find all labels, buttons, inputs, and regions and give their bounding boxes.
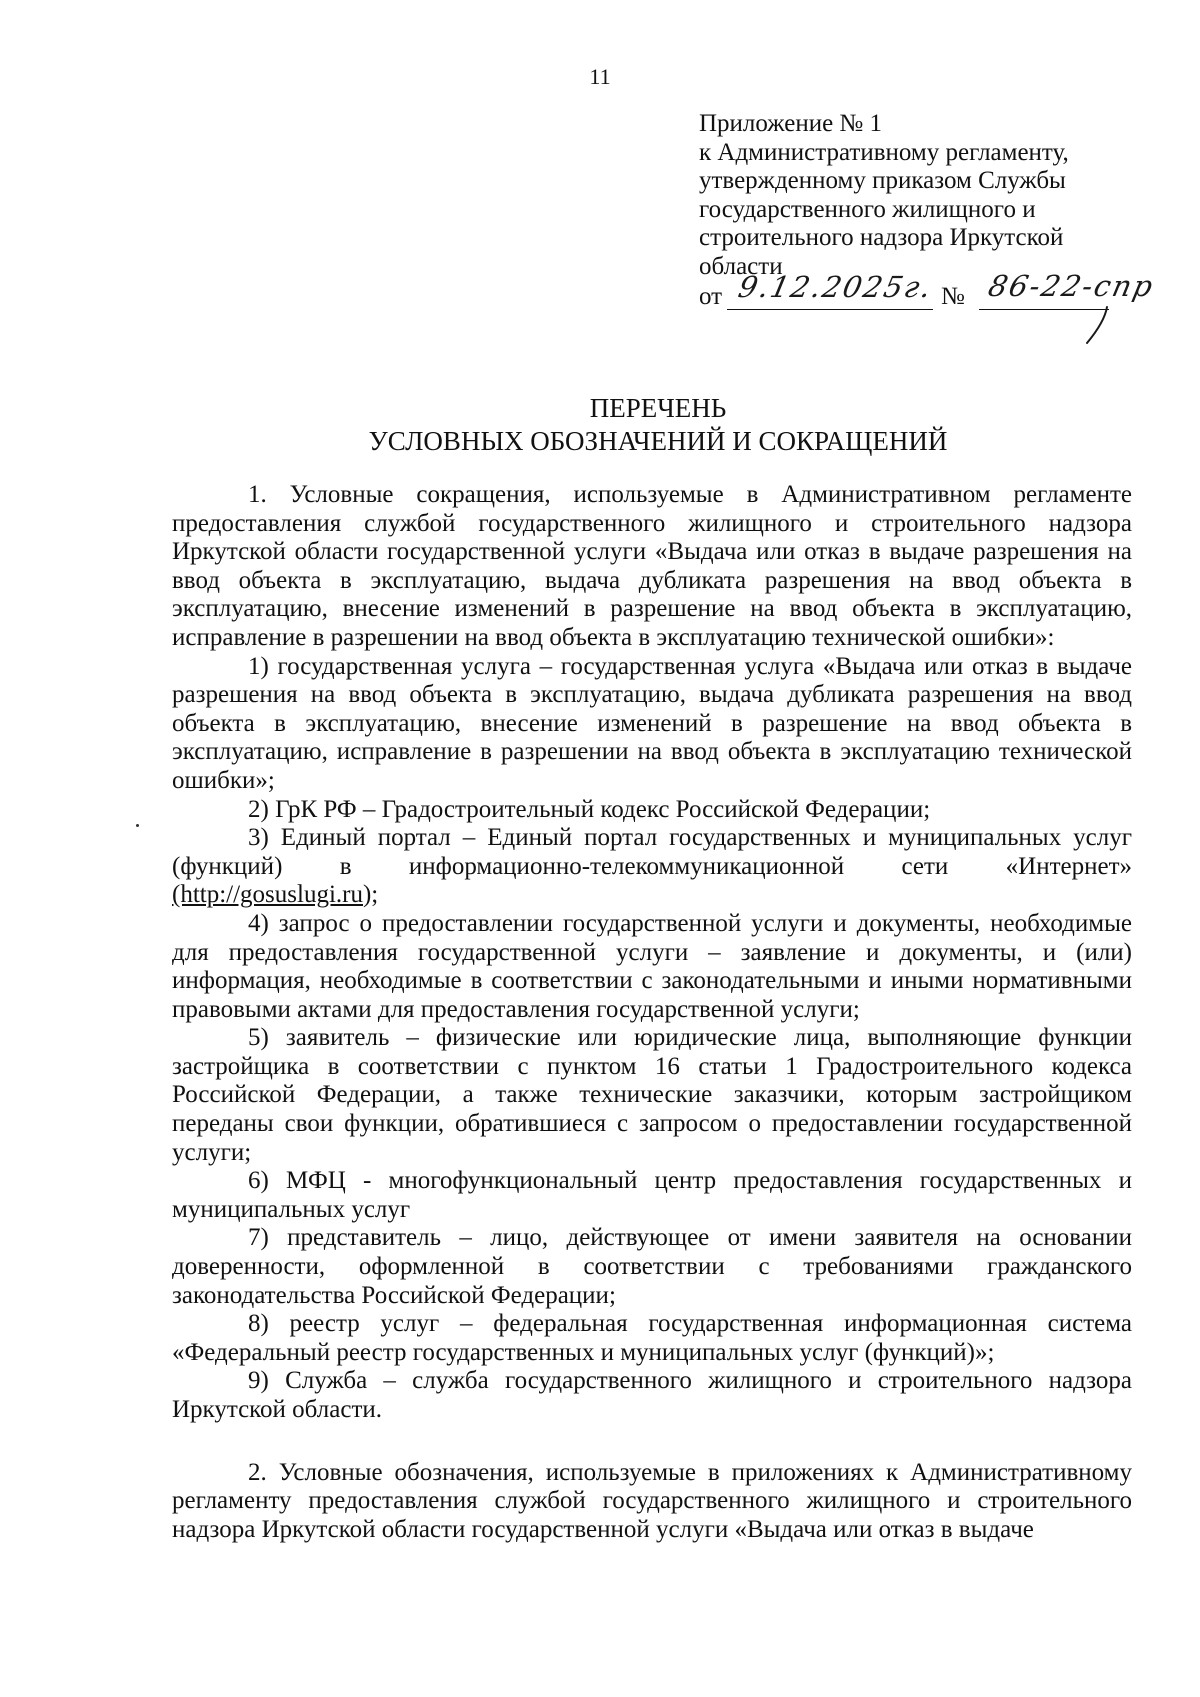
section-gap	[172, 1425, 1132, 1459]
document-body	[172, 481, 1132, 1544]
handwritten-date: 9.12.2025г.	[735, 270, 937, 304]
appendix-line: государственного жилищного и	[699, 195, 1036, 223]
appendix-line: утвержденному приказом Службы	[699, 167, 1066, 194]
list-item-2: 2) ГрК РФ – Градостроительный кодекс Российской Федерации;	[248, 795, 931, 823]
number-label: №	[941, 283, 965, 310]
appendix-header	[699, 110, 1158, 315]
list-item-9: 9) Служба – служба государственного жилищного и строительного надзора Иркутской области.	[172, 1367, 1132, 1423]
appendix-line: строительного надзора Иркутской	[699, 224, 1064, 251]
list-item-5: 5) заявитель – физические или юридические лица, выполняющие функции застройщика в соответствии с пунктом 16 статьи 1 Градостроительного кодекса Российской Федерации, а также технические заказчики, которым застройщиком переданы свои функции, обратившиеся с запросом о предоставлении государственной услуги;	[172, 1024, 1132, 1166]
section-1-intro: 1. Условные сокращения, используемые в Административном регламенте предоставления службой государственного жилищного и строительного надзора Иркутской области государственной услуги «Выдача или отказ в выдаче разрешения на ввод объекта в эксплуатацию, выдача дубликата разрешения на ввод объекта в эксплуатацию, внесение изменений в разрешение на ввод объекта в эксплуатацию, исправление в разрешении на ввод объекта в эксплуатацию технической ошибки»:	[172, 481, 1132, 651]
order-date-number-line	[699, 269, 1158, 315]
gosuslugi-link[interactable]: (http://gosuslugi.ru	[172, 881, 363, 909]
list-item-3-tail: );	[362, 881, 379, 909]
appendix-line: области	[699, 252, 783, 280]
list-item-3-line-2: (функций) в информационно-телекоммуникационной сети «Интернет»	[172, 852, 1132, 880]
appendix-line: к Административному регламенту,	[699, 138, 1069, 166]
list-item-8: 8) реестр услуг – федеральная государственная информационная система «Федеральный реестр государственных и муниципальных услуг (функций)»;	[172, 1310, 1132, 1366]
page-number: 11	[589, 64, 611, 89]
list-item-1: 1) государственная услуга – государственная услуга «Выдача или отказ в выдаче разрешения на ввод объекта в эксплуатацию, выдача дубликата разрешения на ввод объекта в эксплуатацию, внесение изменений в разрешение на ввод объекта в эксплуатацию, исправление в разрешении на ввод объекта в эксплуатацию технической ошибки»;	[172, 652, 1132, 794]
list-item-4: 4) запрос о предоставлении государственной услуги и документы, необходимые для предоставления государственной услуги – заявление и документы, и (или) информация, необходимые в соответствии с законодательными и иными нормативными правовыми актами для предоставления государственной услуги;	[172, 909, 1132, 1023]
appendix-line: Приложение № 1	[699, 110, 883, 137]
document-title	[0, 392, 1200, 458]
list-item-3-line-1: 3) Единый портал – Единый портал государственных и муниципальных услуг	[248, 824, 1132, 852]
handwriting-stroke-icon	[1083, 305, 1113, 345]
scan-speck	[136, 824, 139, 827]
title-line-1: ПЕРЕЧЕНЬ	[589, 393, 727, 423]
section-2-intro: 2. Условные обозначения, используемые в приложениях к Административному регламенту предоставления службой государственного жилищного и строительного надзора Иркутской области государственной услуги «Выдача или отказ в выдаче	[172, 1458, 1132, 1543]
list-item-3-line-3	[172, 881, 1132, 910]
list-item-6: 6) МФЦ - многофункциональный центр предоставления государственных и муниципальных услуг	[172, 1167, 1132, 1223]
list-item-7: 7) представитель – лицо, действующее от имени заявителя на основании доверенности, оформленной в соответствии с требованиями гражданского законодательства Российской Федерации;	[172, 1224, 1132, 1309]
title-line-2: УСЛОВНЫХ ОБОЗНАЧЕНИЙ И СОКРАЩЕНИЙ	[368, 426, 948, 456]
date-label: от	[699, 283, 723, 310]
handwritten-number: 86-22-спр	[985, 269, 1158, 303]
